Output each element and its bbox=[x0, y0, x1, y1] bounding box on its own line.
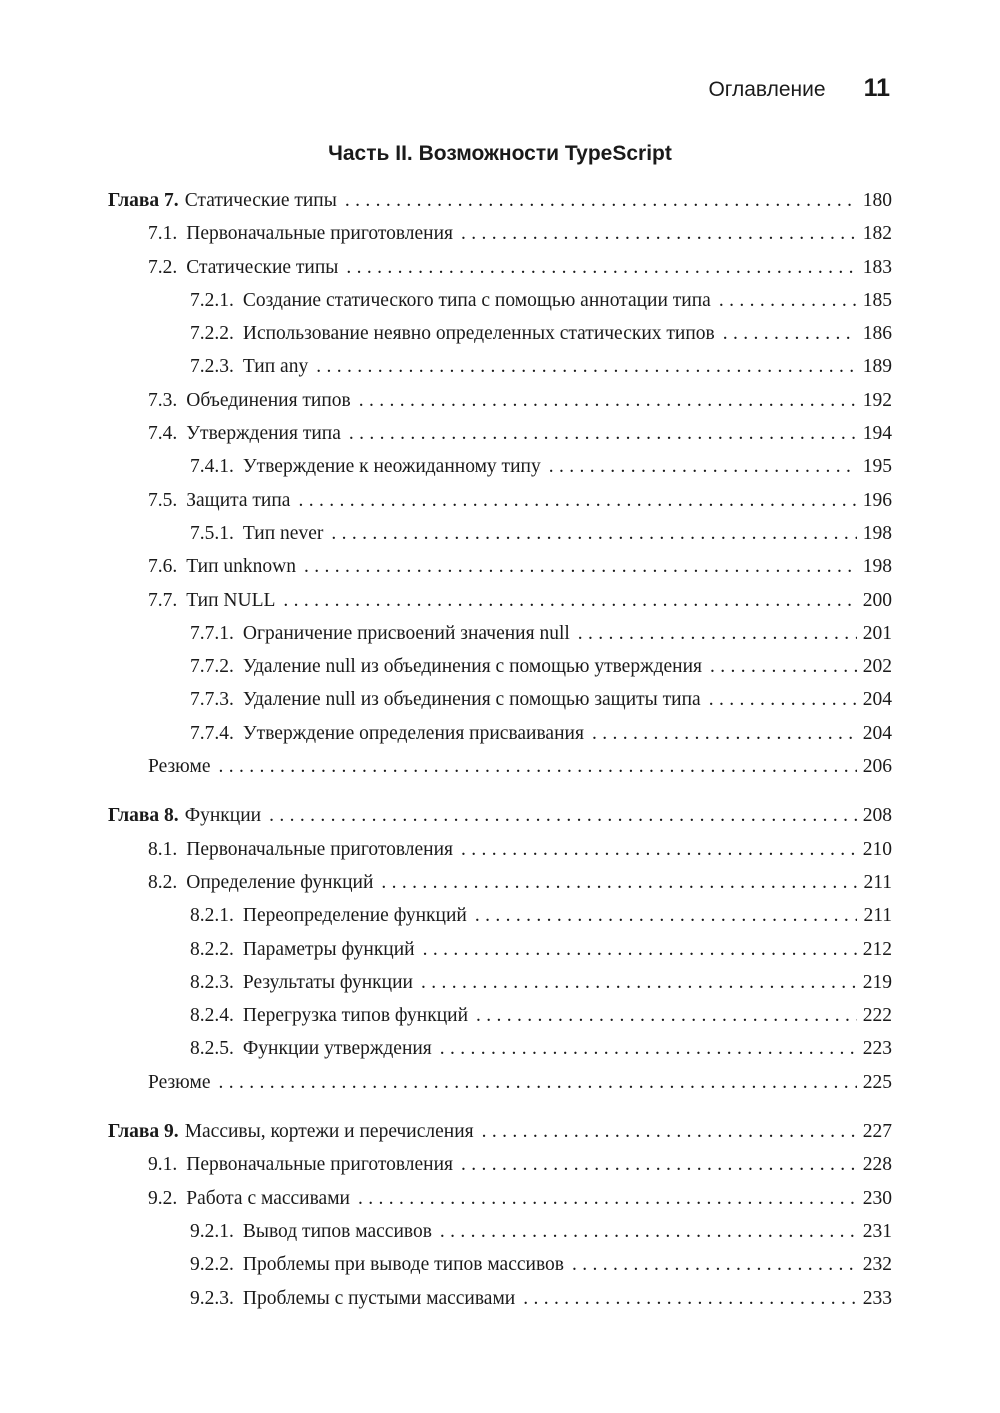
toc-entry-number: 7.7.2. bbox=[190, 656, 234, 678]
toc-entry-title: Тип any bbox=[242, 356, 309, 378]
toc-entry-page: 211 bbox=[863, 871, 892, 893]
toc-dot-leader bbox=[421, 966, 857, 999]
toc-entry bbox=[108, 1032, 892, 1065]
toc-entry bbox=[108, 833, 892, 866]
toc-entry-number: 7.6. bbox=[148, 556, 178, 578]
toc-entry bbox=[108, 650, 892, 683]
toc-dot-leader bbox=[283, 584, 856, 617]
toc-entry bbox=[108, 350, 892, 383]
toc-entry-page: 192 bbox=[862, 389, 892, 411]
toc-entry-title: Перегрузка типов функций bbox=[242, 1005, 469, 1027]
toc-entry-page: 223 bbox=[862, 1038, 892, 1060]
toc-entry-title: Удаление null из объединения с помощью защиты типа bbox=[242, 689, 701, 711]
toc-entry-number: 7.2.1. bbox=[190, 289, 234, 311]
toc-entry bbox=[108, 1182, 892, 1215]
toc-entry-page: 231 bbox=[862, 1220, 892, 1242]
toc-entry-page: 206 bbox=[862, 756, 892, 778]
toc-dot-leader bbox=[723, 317, 857, 350]
toc-entry-title: Результаты функции bbox=[242, 971, 413, 993]
toc-entry bbox=[108, 317, 892, 350]
toc-entry bbox=[108, 999, 892, 1032]
toc-dot-leader bbox=[572, 1248, 857, 1281]
toc-entry-title: Резюме bbox=[148, 1071, 211, 1093]
toc-entry-page: 228 bbox=[862, 1154, 892, 1176]
toc-entry-title: Резюме bbox=[148, 756, 211, 778]
toc-dot-leader bbox=[331, 517, 856, 550]
toc-entry bbox=[108, 1148, 892, 1181]
toc-entry bbox=[108, 450, 892, 483]
toc-entry-title: Утверждение определения присваивания bbox=[242, 722, 584, 744]
toc-dot-leader bbox=[298, 484, 856, 517]
toc-entry-title: Утверждение к неожиданному типу bbox=[242, 456, 541, 478]
toc-entry-title: Проблемы при выводе типов массивов bbox=[242, 1254, 564, 1276]
toc-dot-leader bbox=[423, 933, 857, 966]
table-of-contents bbox=[108, 184, 892, 1315]
toc-entry bbox=[108, 417, 892, 450]
toc-entry bbox=[108, 550, 892, 583]
toc-entry-title: Первоначальные приготовления bbox=[186, 223, 454, 245]
toc-entry-number: 8.2.5. bbox=[190, 1038, 234, 1060]
toc-entry bbox=[108, 1282, 892, 1315]
toc-entry bbox=[108, 1066, 892, 1099]
toc-dot-leader bbox=[549, 450, 857, 483]
toc-entry-number: 7.7.3. bbox=[190, 689, 234, 711]
toc-entry-title: Ограничение присвоений значения null bbox=[242, 622, 570, 644]
toc-dot-leader bbox=[304, 550, 857, 583]
toc-entry-number: Глава 9. bbox=[108, 1121, 179, 1143]
toc-entry-number: 7.3. bbox=[148, 389, 178, 411]
toc-entry-title: Статические типы bbox=[184, 190, 337, 211]
toc-entry bbox=[108, 584, 892, 617]
toc-entry-title: Создание статического типа с помощью аннотации типа bbox=[242, 289, 711, 311]
toc-entry-number: Глава 8. bbox=[108, 805, 179, 827]
toc-entry-number: 9.1. bbox=[148, 1154, 178, 1176]
toc-entry-number: 8.2.3. bbox=[190, 971, 234, 993]
toc-entry-page: 183 bbox=[862, 256, 892, 278]
toc-dot-leader bbox=[346, 251, 856, 284]
toc-entry-title: Массивы, кортежи и перечисления bbox=[184, 1121, 474, 1143]
toc-entry bbox=[108, 717, 892, 750]
toc-entry-title: Тип never bbox=[242, 522, 324, 544]
toc-entry-number: 8.1. bbox=[148, 838, 178, 860]
toc-entry-page: 219 bbox=[862, 971, 892, 993]
page-number: 11 bbox=[863, 74, 890, 102]
toc-dot-leader bbox=[345, 184, 857, 217]
toc-entry-page: 233 bbox=[862, 1287, 892, 1309]
toc-entry-number: 7.1. bbox=[148, 223, 178, 245]
toc-entry bbox=[108, 251, 892, 284]
toc-entry-page: 185 bbox=[862, 289, 892, 311]
toc-entry bbox=[108, 384, 892, 417]
toc-entry bbox=[108, 284, 892, 317]
toc-entry-title: Статические типы bbox=[186, 256, 339, 278]
toc-entry-number: 7.2.2. bbox=[190, 323, 234, 345]
toc-entry-page: 201 bbox=[862, 622, 892, 644]
toc-dot-leader bbox=[349, 417, 857, 450]
toc-entry-title: Удаление null из объединения с помощью утверждения bbox=[242, 656, 702, 678]
toc-entry bbox=[108, 217, 892, 250]
toc-entry-page: 232 bbox=[862, 1254, 892, 1276]
toc-entry-number: 7.7. bbox=[148, 589, 178, 611]
toc-entry-page: 227 bbox=[862, 1121, 892, 1143]
toc-entry-title: Утверждения типа bbox=[186, 423, 341, 445]
toc-entry-page: 189 bbox=[862, 356, 892, 378]
toc-entry-page: 198 bbox=[862, 556, 892, 578]
toc-entry-page: 180 bbox=[862, 190, 892, 211]
toc-entry-title: Тип unknown bbox=[186, 556, 297, 578]
toc-dot-leader bbox=[461, 217, 857, 250]
running-head-section-title: Оглавление bbox=[708, 78, 826, 101]
part-title: Часть II. Возможности TypeScript bbox=[328, 142, 672, 165]
toc-entry bbox=[108, 617, 892, 650]
toc-chapter-entry bbox=[108, 1115, 892, 1148]
toc-entry-title: Тип NULL bbox=[186, 589, 276, 611]
toc-chapter-entry bbox=[108, 184, 892, 217]
toc-entry-page: 198 bbox=[862, 522, 892, 544]
toc-entry-page: 210 bbox=[862, 838, 892, 860]
running-head bbox=[708, 74, 890, 106]
toc-entry-page: 182 bbox=[862, 223, 892, 245]
toc-entry-title: Функции утверждения bbox=[242, 1038, 432, 1060]
toc-entry-page: 225 bbox=[862, 1071, 892, 1093]
toc-entry-title: Определение функций bbox=[186, 871, 374, 893]
toc-entry-title: Использование неявно определенных статических типов bbox=[242, 323, 715, 345]
toc-entry bbox=[108, 517, 892, 550]
toc-dot-leader bbox=[710, 650, 857, 683]
toc-entry-title: Объединения типов bbox=[186, 389, 351, 411]
toc-entry-page: 222 bbox=[862, 1005, 892, 1027]
toc-entry-title: Функции bbox=[184, 805, 262, 827]
toc-dot-leader bbox=[359, 384, 857, 417]
toc-dot-leader bbox=[219, 750, 857, 783]
toc-entry-title: Работа с массивами bbox=[186, 1187, 350, 1209]
toc-entry-page: 204 bbox=[862, 722, 892, 744]
toc-entry-number: 8.2. bbox=[148, 871, 178, 893]
toc-entry bbox=[108, 1215, 892, 1248]
toc-entry bbox=[108, 683, 892, 716]
toc-entry bbox=[108, 866, 892, 899]
toc-entry bbox=[108, 750, 892, 783]
toc-dot-leader bbox=[709, 683, 857, 716]
toc-entry-page: 196 bbox=[862, 489, 892, 511]
toc-entry-page: 194 bbox=[862, 423, 892, 445]
toc-entry-number: 8.2.1. bbox=[190, 905, 234, 927]
toc-entry-page: 230 bbox=[862, 1187, 892, 1209]
toc-dot-leader bbox=[381, 866, 857, 899]
toc-entry-number: 7.5.1. bbox=[190, 522, 234, 544]
toc-entry-title: Первоначальные приготовления bbox=[186, 838, 454, 860]
toc-dot-leader bbox=[461, 1148, 857, 1181]
toc-dot-leader bbox=[476, 999, 857, 1032]
toc-dot-leader bbox=[592, 717, 857, 750]
toc-dot-leader bbox=[461, 833, 857, 866]
toc-dot-leader bbox=[219, 1066, 857, 1099]
toc-entry-number: 9.2.2. bbox=[190, 1254, 234, 1276]
toc-entry-number: 7.7.4. bbox=[190, 722, 234, 744]
toc-dot-leader bbox=[523, 1282, 857, 1315]
toc-entry-number: 8.2.2. bbox=[190, 938, 234, 960]
toc-dot-leader bbox=[719, 284, 857, 317]
toc-entry-page: 202 bbox=[862, 656, 892, 678]
toc-entry bbox=[108, 966, 892, 999]
toc-entry-number: 7.5. bbox=[148, 489, 178, 511]
toc-entry-page: 212 bbox=[862, 938, 892, 960]
toc-entry-number: 7.7.1. bbox=[190, 622, 234, 644]
toc-entry-title: Первоначальные приготовления bbox=[186, 1154, 454, 1176]
toc-dot-leader bbox=[269, 799, 857, 832]
toc-entry-title: Вывод типов массивов bbox=[242, 1220, 432, 1242]
toc-entry-page: 186 bbox=[862, 323, 892, 345]
toc-dot-leader bbox=[358, 1182, 857, 1215]
toc-entry bbox=[108, 933, 892, 966]
toc-dot-leader bbox=[440, 1215, 857, 1248]
toc-dot-leader bbox=[482, 1115, 857, 1148]
toc-entry-number: 9.2.3. bbox=[190, 1287, 234, 1309]
toc-entry bbox=[108, 1248, 892, 1281]
toc-entry-number: 9.2. bbox=[148, 1187, 178, 1209]
toc-entry-title: Проблемы с пустыми массивами bbox=[242, 1287, 516, 1309]
toc-entry bbox=[108, 484, 892, 517]
toc-entry-number: 7.2.3. bbox=[190, 356, 234, 378]
toc-entry-title: Переопределение функций bbox=[242, 905, 467, 927]
toc-entry-page: 204 bbox=[862, 689, 892, 711]
toc-entry-number: 7.4.1. bbox=[190, 456, 234, 478]
toc-entry-number: 7.2. bbox=[148, 256, 178, 278]
toc-chapter-entry bbox=[108, 799, 892, 832]
toc-entry-page: 200 bbox=[862, 589, 892, 611]
toc-entry-page: 208 bbox=[862, 805, 892, 827]
toc-dot-leader bbox=[578, 617, 857, 650]
toc-dot-leader bbox=[440, 1032, 857, 1065]
toc-dot-leader bbox=[475, 899, 858, 932]
toc-entry-title: Защита типа bbox=[186, 489, 291, 511]
toc-entry-number: 7.4. bbox=[148, 423, 178, 445]
toc-entry-title: Параметры функций bbox=[242, 938, 415, 960]
toc-entry-number: 8.2.4. bbox=[190, 1005, 234, 1027]
toc-dot-leader bbox=[316, 350, 857, 383]
toc-entry bbox=[108, 899, 892, 932]
toc-entry-page: 195 bbox=[862, 456, 892, 478]
toc-entry-page: 211 bbox=[863, 905, 892, 927]
toc-entry-number: Глава 7. bbox=[108, 190, 179, 211]
toc-entry-number: 9.2.1. bbox=[190, 1220, 234, 1242]
